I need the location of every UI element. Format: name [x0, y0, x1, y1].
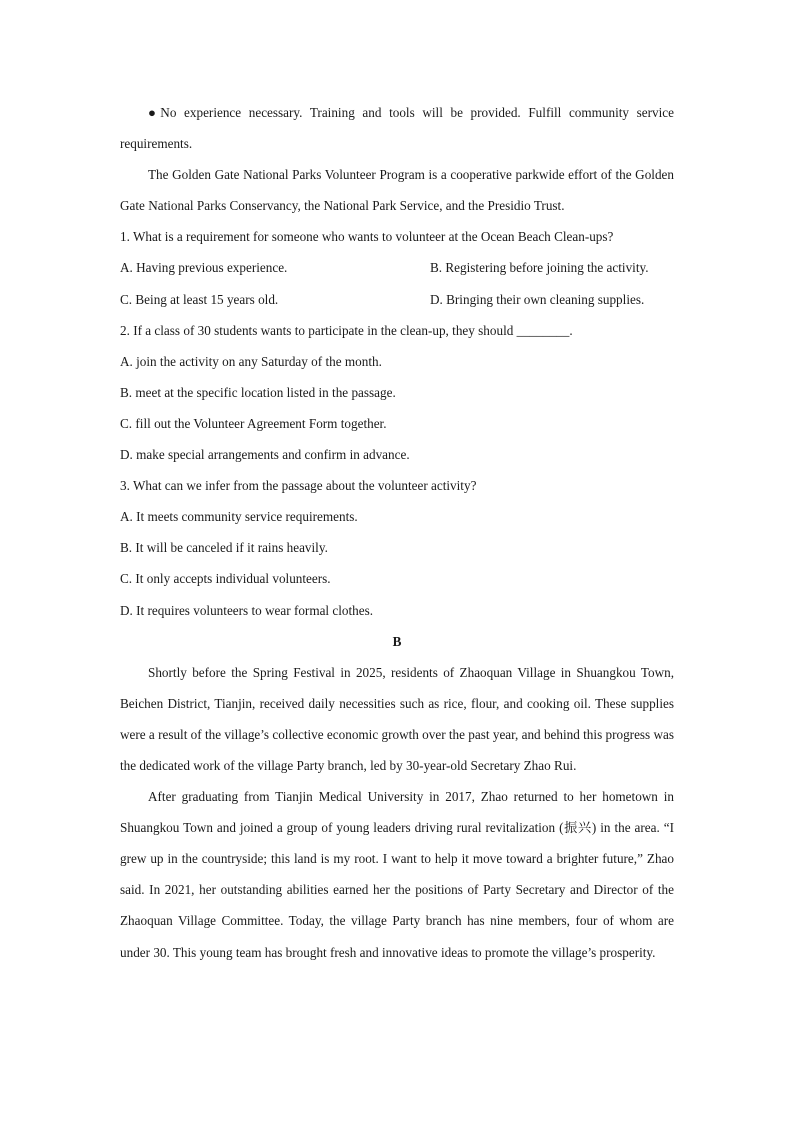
option-d: D. It requires volunteers to wear formal clothes.	[120, 602, 374, 618]
option-b: B. meet at the specific location listed in the passage.	[120, 384, 396, 400]
options-row	[120, 252, 674, 283]
option-d: D. make special arrangements and confirm in advance.	[120, 447, 410, 463]
passage-paragraph: Shortly before the Spring Festival in 2025, residents of Zhaoquan Village in Shuangkou Town, Beichen District, Tianjin, received daily necessities such as rice, flour, and cooking oil. These supplies were a result of the village’s collective economic growth over the past year, and behind this progress was the dedicated work of the village Party branch, led by 30-year-old Secretary Zhao Rui.	[120, 664, 674, 773]
passage-paragraph: After graduating from Tianjin Medical University in 2017, Zhao returned to her hometown in Shuangkou Town and joined a group of young leaders driving rural revitalization (振兴) in the area. “I grew up in the countryside; this land is my root. I want to help it move toward a brighter future,” Zhao said. In 2021, her outstanding abilities earned her the positions of Party Secretary and Director of the Zhaoquan Village Committee. Today, the village Party branch has nine members, four of whom are under 30. This young team has brought fresh and innovative ideas to promote the village’s prosperity.	[120, 789, 674, 960]
question-stem: 3. What can we infer from the passage about the volunteer activity?	[120, 478, 477, 494]
document-page	[120, 97, 674, 968]
question-3	[120, 470, 674, 625]
question-stem: 1. What is a requirement for someone who wants to volunteer at the Ocean Beach Clean-ups?	[120, 229, 614, 245]
bullet-paragraph: ●No experience necessary. Training and tools will be provided. Fulfill community service requirements.	[120, 105, 674, 152]
option-a: A. join the activity on any Saturday of the month.	[120, 353, 382, 369]
option-c: C. Being at least 15 years old.	[120, 291, 279, 307]
program-paragraph: The Golden Gate National Parks Volunteer Program is a cooperative parkwide effort of the Golden Gate National Parks Conservancy, the National Park Service, and the Presidio Trust.	[120, 167, 674, 214]
question-2	[120, 315, 674, 470]
option-a: A. Having previous experience.	[120, 260, 288, 276]
options-row	[120, 284, 674, 315]
option-c: C. fill out the Volunteer Agreement Form together.	[120, 415, 387, 431]
option-b: B. It will be canceled if it rains heavily.	[120, 540, 328, 556]
option-d: D. Bringing their own cleaning supplies.	[430, 291, 645, 307]
section-heading: B	[392, 633, 402, 649]
question-stem: 2. If a class of 30 students wants to participate in the clean-up, they should ________.	[120, 322, 573, 338]
option-c: C. It only accepts individual volunteers.	[120, 571, 331, 587]
option-b: B. Registering before joining the activity.	[430, 260, 649, 276]
question-1	[120, 221, 674, 314]
option-a: A. It meets community service requirements.	[120, 509, 358, 525]
